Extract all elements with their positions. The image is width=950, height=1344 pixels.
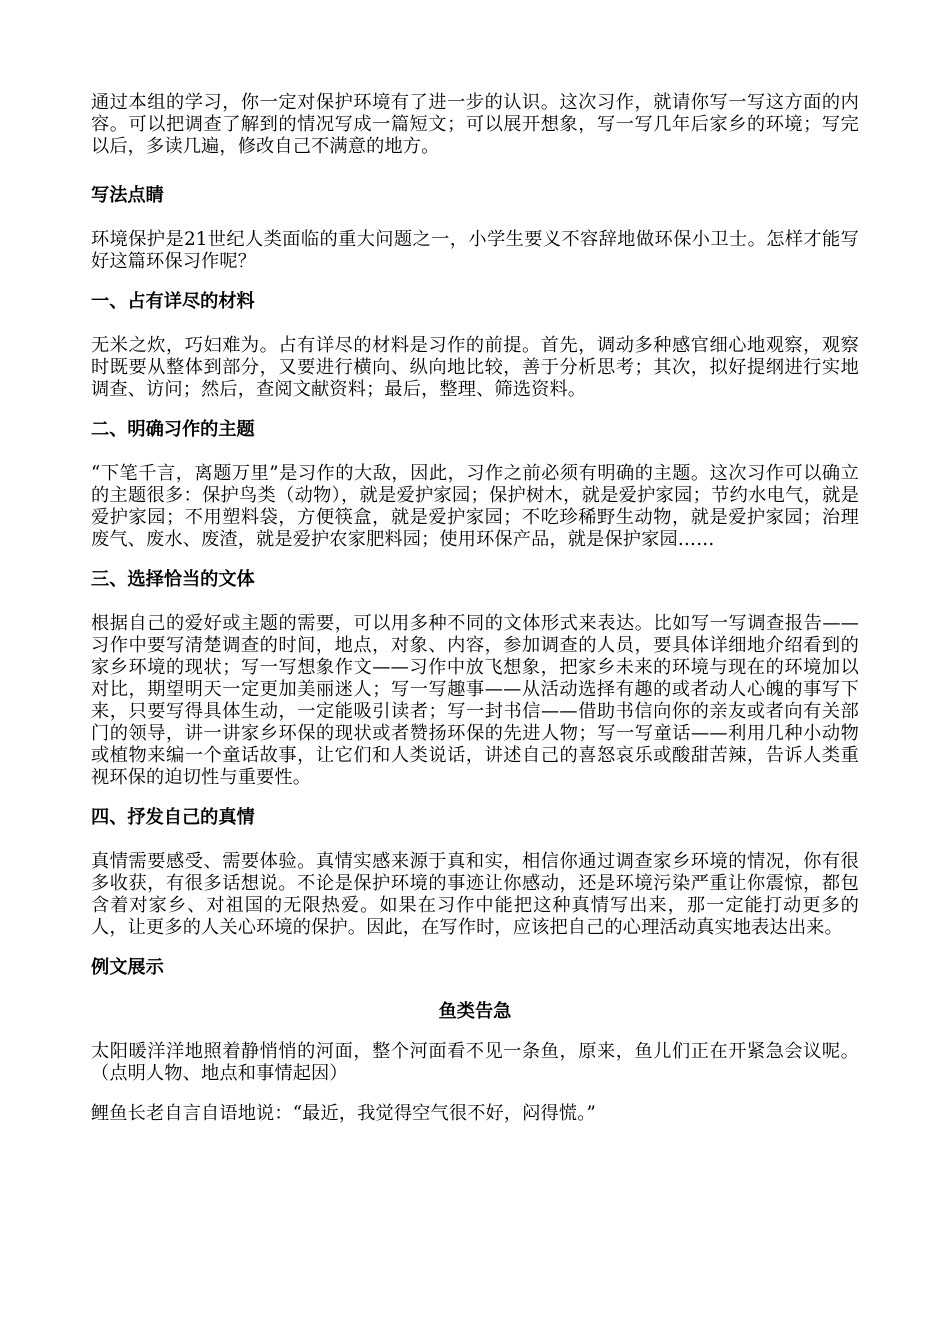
section-3-body: 根据自己的爱好或主题的需要，可以用多种不同的文体形式来表达。比如写一写调查报告——习作中要写清楚调查的时间，地点，对象、内容，参加调查的人员，要具体详细地介绍看到的家乡环境的现状；写一写想象作文——习作中放飞想象，把家乡未来的环境与现在的环境加以对比，期望明天一定更加美丽迷人；写一写趣事——从活动选择有趣的或者动人心魄的事写下来，只要写得具体生动，一定能吸引读者；写一封书信——借助书信向你的亲友或者向有关部门的领导，讲一讲家乡环保的现状或者赞扬环保的先进人物；写一写童话——利用几种小动物或植物来编一个童话故事，让它们和人类说话，讲述自己的喜怒哀乐或酸甜苦辣，告诉人类重视环保的迫切性与重要性。 — [91, 613, 859, 788]
document-page — [91, 92, 859, 1125]
example-title: 鱼类告急 — [438, 1001, 512, 1022]
section-4-heading: 四、抒发自己的真情 — [91, 807, 255, 828]
tips-intro-paragraph: 环境保护是21世纪人类面临的重大问题之一，小学生要义不容辞地做环保小卫士。怎样才能写好这篇环保习作呢？ — [91, 229, 859, 272]
tips-heading: 写法点睛 — [91, 185, 164, 206]
example-paragraph-2: 鲤鱼长老自言自语地说：“最近，我觉得空气很不好，闷得慌。” — [91, 1103, 596, 1124]
section-1-heading: 一、占有详尽的材料 — [91, 291, 255, 312]
section-4-body: 真情需要感受、需要体验。真情实感来源于真和实，相信你通过调查家乡环境的情况，你有很多收获，有很多话想说。不论是保护环境的事迹让你感动，还是环境污染严重让你震惊，都包含着对家乡、对祖国的无限热爱。如果在习作中能把这种真情写出来，那一定能打动更多的人，让更多的人关心环境的保护。因此，在写作时，应该把自己的心理活动真实地表达出来。 — [91, 851, 859, 938]
example-heading: 例文展示 — [91, 957, 164, 978]
section-2-body: “下笔千言，离题万里”是习作的大敌，因此，习作之前必须有明确的主题。这次习作可以确立的主题很多：保护鸟类（动物），就是爱护家园；保护树木，就是爱护家园；节约水电气，就是爱护家园；不用塑料袋，方便筷盒，就是爱护家园；不吃珍稀野生动物，就是爱护家园；治理废气、废水、废渣，就是爱护农家肥料园；使用环保产品，就是保护家园…… — [91, 463, 859, 550]
section-2-heading: 二、明确习作的主题 — [91, 419, 255, 440]
example-paragraph-1: 太阳暖洋洋地照着静悄悄的河面，整个河面看不见一条鱼，原来，鱼儿们正在开紧急会议呢。（点明人物、地点和事情起因） — [91, 1041, 859, 1084]
section-3-heading: 三、选择恰当的文体 — [91, 569, 255, 590]
section-1-body: 无米之炊，巧妇难为。占有详尽的材料是习作的前提。首先，调动多种感官细心地观察，观察时既要从整体到部分，又要进行横向、纵向地比较，善于分析思考；其次，拟好提纲进行实地调查、访问；然后，查阅文献资料；最后，整理、筛选资料。 — [91, 335, 859, 400]
intro-paragraph: 通过本组的学习，你一定对保护环境有了进一步的认识。这次习作，就请你写一写这方面的内容。可以把调查了解到的情况写成一篇短文；可以展开想象，写一写几年后家乡的环境；写完以后，多读几遍，修改自己不满意的地方。 — [91, 92, 859, 157]
